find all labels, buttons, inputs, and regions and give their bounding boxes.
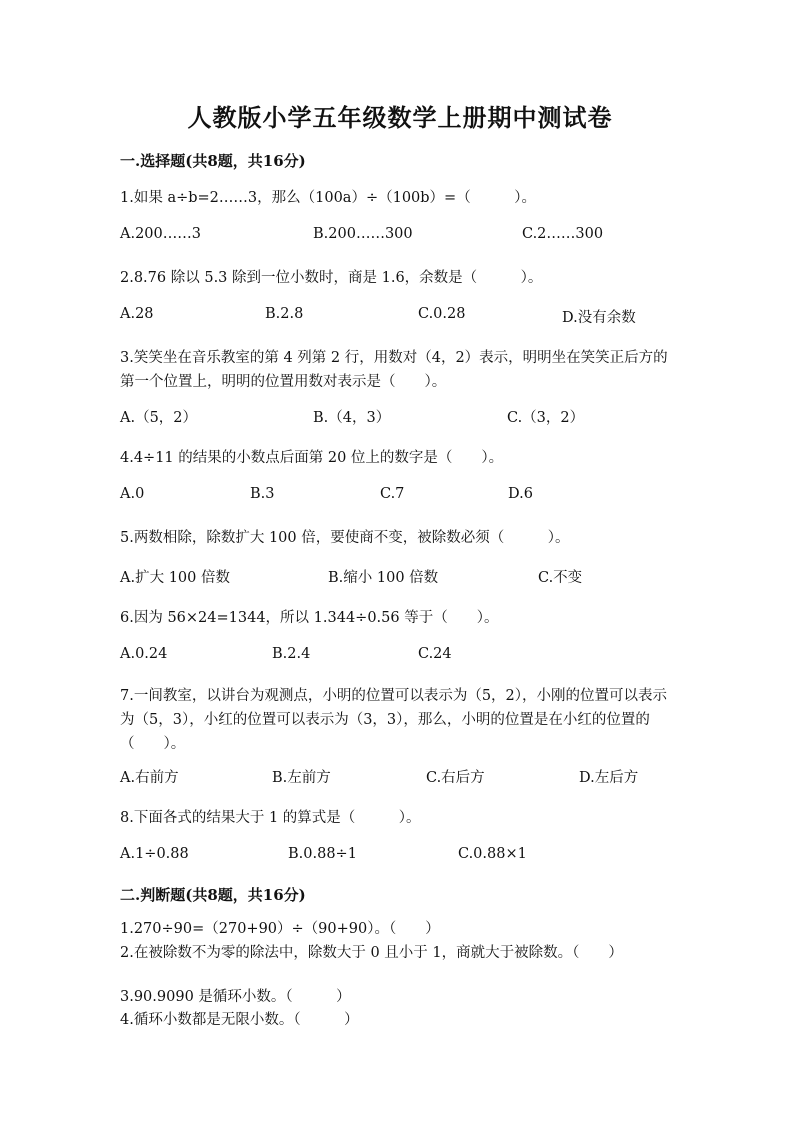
- option-d: D.左后方: [579, 770, 639, 786]
- option-b: B.200……300: [313, 226, 413, 242]
- question-7-options: [120, 766, 680, 788]
- option-c: C.24: [418, 646, 452, 662]
- option-a: A.右前方: [120, 770, 179, 786]
- option-b: B.0.88÷1: [288, 846, 357, 862]
- option-b: B.缩小 100 倍数: [328, 570, 439, 586]
- option-d: D.6: [508, 486, 533, 502]
- option-b: B.左前方: [272, 770, 331, 786]
- question-8-options: [120, 846, 680, 868]
- question-1: 1.如果 a÷b=2……3，那么（100a）÷（100b）=（ ）。: [120, 190, 536, 206]
- judgement-item-1: 1.270÷90=（270+90）÷（90+90）。（ ）: [120, 921, 440, 937]
- question-5-options: [120, 566, 680, 588]
- question-2: 2.8.76 除以 5.3 除到一位小数时，商是 1.6，余数是（ ）。: [120, 270, 543, 286]
- option-b: B.2.8: [265, 306, 304, 322]
- option-a: A.0: [120, 486, 145, 502]
- judgement-item-4: 4.循环小数都是无限小数。（ ）: [120, 1012, 359, 1028]
- option-b: B.2.4: [272, 646, 311, 662]
- option-c: C.2……300: [522, 226, 604, 242]
- option-a: A.1÷0.88: [120, 846, 189, 862]
- question-8: 8.下面各式的结果大于 1 的算式是（ ）。: [120, 810, 421, 826]
- option-c: C.7: [380, 486, 405, 502]
- option-c: C.0.28: [418, 306, 466, 322]
- option-a: A.扩大 100 倍数: [120, 570, 230, 586]
- section-heading-choice: 一.选择题(共8题，共16分): [120, 152, 306, 170]
- page-title: 人教版小学五年级数学上册期中测试卷: [187, 103, 613, 132]
- option-b: B.（4，3）: [313, 410, 391, 426]
- option-b: B.3: [250, 486, 275, 502]
- question-2-options: [120, 306, 680, 328]
- question-3: 3.笑笑坐在音乐教室的第 4 列第 2 行，用数对（4，2）表示，明明坐在笑笑正后方的第一个位置上，明明的位置用数对表示是（ ）。: [120, 350, 668, 390]
- option-c: C.0.88×1: [458, 846, 527, 862]
- option-c: C.右后方: [426, 770, 485, 786]
- question-5: 5.两数相除，除数扩大 100 倍，要使商不变，被除数必须（ ）。: [120, 530, 570, 546]
- judgement-item-2: 2.在被除数不为零的除法中，除数大于 0 且小于 1，商就大于被除数。（ ）: [120, 945, 623, 961]
- question-6-options: [120, 646, 680, 668]
- option-a: A.0.24: [120, 646, 168, 662]
- option-a: A.28: [120, 306, 154, 322]
- option-d: D.没有余数: [562, 310, 636, 326]
- option-a: A.200……3: [120, 226, 201, 242]
- option-c: C.不变: [538, 570, 583, 586]
- option-a: A.（5，2）: [120, 410, 198, 426]
- question-4-options: [120, 486, 680, 508]
- question-7: 7.一间教室，以讲台为观测点，小明的位置可以表示为（5，2），小刚的位置可以表示为（5，3），小红的位置可以表示为（3，3），那么，小明的位置是在小红的位置的（ ）。: [120, 688, 668, 752]
- question-3-options: [120, 406, 680, 428]
- section-heading-judgement: 二.判断题(共8题，共16分): [120, 886, 306, 904]
- judgement-item-3: 3.90.9090 是循环小数。（ ）: [120, 989, 351, 1005]
- question-6: 6.因为 56×24=1344，所以 1.344÷0.56 等于（ ）。: [120, 610, 499, 626]
- question-1-options: [120, 226, 680, 248]
- option-c: C.（3，2）: [507, 410, 585, 426]
- question-4: 4.4÷11 的结果的小数点后面第 20 位上的数字是（ ）。: [120, 450, 504, 466]
